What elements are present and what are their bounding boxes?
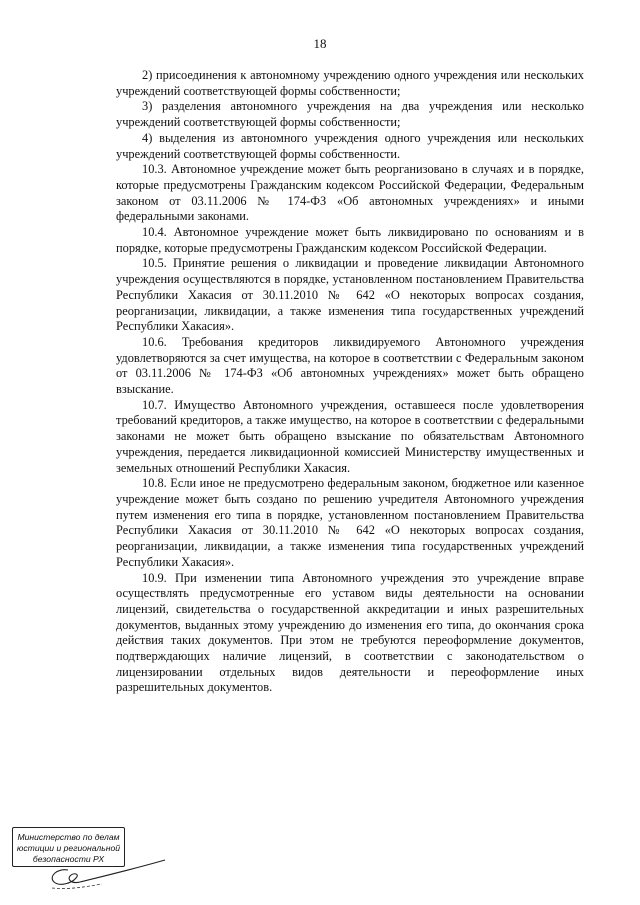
page-number: 18 — [313, 36, 327, 51]
paragraph-10-9: 10.9. При изменении типа Автономного учреждения это учреждение вправе осуществлять предусмотренные его уставом виды деятельности на основании лицензий, свидетельства о государственной аккредитации и иных разрешительных документов, выданных этому учреждению до изменения его типа, до окончания срока действия таких документов. При этом не требуются переоформление документов, подтверждающих наличие лицензий, в соответствии с законодательством о лицензировании отдельных видов деятельности и переоформление иных разрешительных документов. — [116, 570, 584, 695]
document-body — [116, 68, 584, 696]
paragraph-item-4: 4) выделения из автономного учреждения одного учреждения или нескольких учреждений соответствующей формы собственности. — [116, 130, 584, 161]
stamp-line-1: Министерство по делам — [17, 832, 120, 842]
paragraph-10-5: 10.5. Принятие решения о ликвидации и проведение ликвидации Автономного учреждения осуществляются в порядке, установленном постановлением Правительства Республики Хакасия от 30.11.2010 № 642 «О некоторых вопросах создания, реорганизации, ликвидации, а также изменения типа государственных учреждений Республики Хакасия». — [116, 256, 584, 334]
paragraph-item-2: 2) присоединения к автономному учреждению одного учреждения или нескольких учреждений соответствующей формы собственности; — [116, 68, 584, 98]
paragraph-10-6: 10.6. Требования кредиторов ликвидируемого Автономного учреждения удовлетворяются за счет имущества, на которое в соответствии с Федеральным законом от 03.11.2006 № 174-ФЗ «Об автономных учреждениях» может быть обращено взыскание. — [116, 334, 584, 397]
paragraph-10-7: 10.7. Имущество Автономного учреждения, оставшееся после удовлетворения требований кредиторов, а также имущество, на которое в соответствии с федеральными законами не может быть обращено взыскание по обязательствам Автономного учреждения, передается ликвидационной комиссией Министерству имущественных и земельных отношений Республики Хакасия. — [116, 397, 584, 475]
paragraph-10-4: 10.4. Автономное учреждение может быть ликвидировано по основаниям и в порядке, которые предусмотрены Гражданским кодексом Российской Федерации. — [116, 225, 584, 255]
stamp-line-2: юстиции и региональной — [16, 843, 121, 853]
stamp-line-3: безопасности РХ — [32, 854, 105, 864]
paragraph-10-3: 10.3. Автономное учреждение может быть реорганизовано в случаях и в порядке, которые предусмотрены Гражданским кодексом Российской Федерации, Федеральным законом от 03.11.2006 № 174-ФЗ «Об автономных учреждениях» и иными федеральными законами. — [116, 162, 584, 224]
paragraph-item-3: 3) разделения автономного учреждения на два учреждения или несколько учреждений соответствующей формы собственности; — [116, 99, 584, 130]
paragraph-10-8: 10.8. Если иное не предусмотрено федеральным законом, бюджетное или казенное учреждение может быть создано по решению учредителя Автономного учреждения путем изменения его типа в порядке, установленном постановлением Правительства Республики Хакасия от 30.11.2010 № 642 «О некоторых вопросах создания, реорганизации, ликвидации, а также изменения типа государственных учреждений Республики Хакасия». — [116, 476, 584, 569]
handwritten-signature — [40, 850, 180, 895]
